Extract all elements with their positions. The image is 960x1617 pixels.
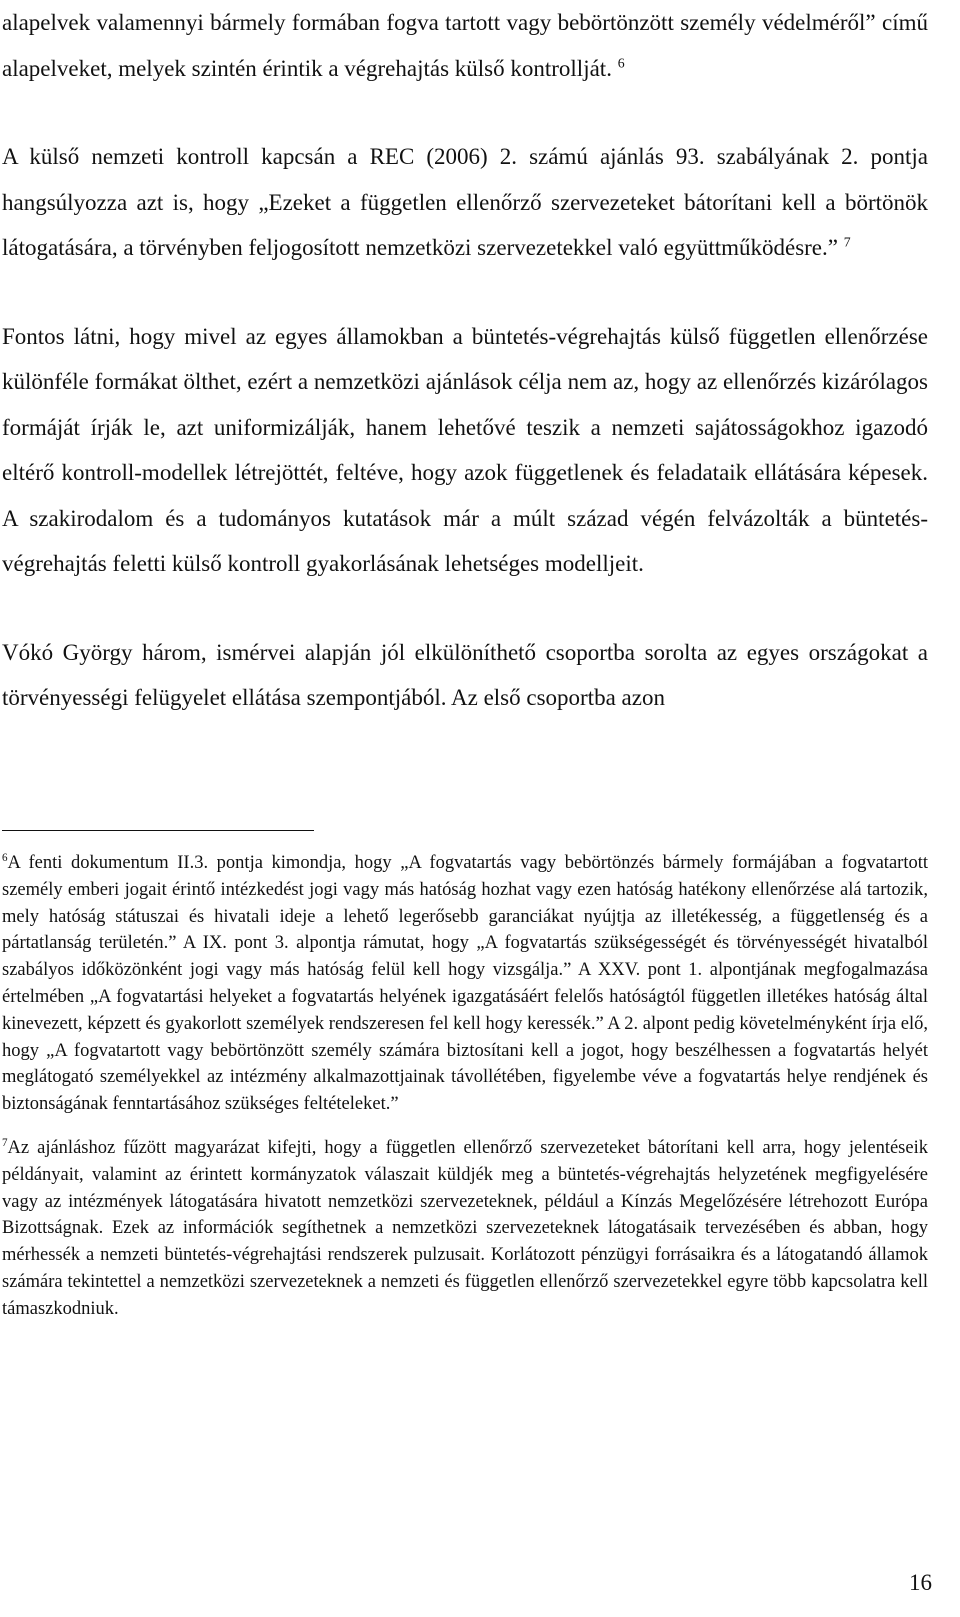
footnote-7-number: 7 xyxy=(2,1136,8,1149)
footnote-separator xyxy=(2,830,314,831)
footnote-6-text: A fenti dokumentum II.3. pontja kimondja, hogy „A fogvatartás vagy bebörtönzés bármely formájában a fogvatartott személy emberi jogait érintő intézkedést jogi vagy más hatóság hozhat vagy ezen hatóság hatékony ellenőrzése alá tartozik, mely hatóság státuszai és hivatali ideje a lehető legerősebb garanciákat nyújtja az illetékesség, a függetlenség és a pártatlanság területén.” A IX. pont 3. alpontja rámutat, hogy „A fogvatartás szükségességét és törvényességét hivatalból szabályos időközönként jogi vagy más hatóság felül kell hogy vizsgálja.” A XXV. pont 1. alpontjának megfogalmazása értelmében „A fogvatartási helyeket a fogvatartás helyének igazgatásáért felelős hatóságtól független illetékes hatóság által kinevezett, képzett és gyakorlott személyek rendszeresen fel kell hogy keressék.” A 2. alpont pedig követelményként írja elő, hogy „A fogvatartott vagy bebörtönzött személy számára biztosítani kell a jogot, hogy beszélhessen a fogvatartás helyét meglátogató személyekkel az intézmény alkalmazottjainak távollétében, figyelembe véve a fogvatartás helye rendjének és biztonságának fenntartásához szükséges feltételeket.” xyxy=(2,853,928,1115)
footnote-ref-7[interactable]: 7 xyxy=(843,234,851,250)
body-text xyxy=(2,0,928,721)
paragraph-4: Vókó György három, ismérvei alapján jól elkülöníthető csoportba sorolta az egyes országokat a törvényességi felügyelet ellátása szempontjából. Az első csoportba azon xyxy=(2,639,928,710)
page-number: 16 xyxy=(909,1570,932,1595)
footnote-6 xyxy=(2,850,928,1118)
paragraph-3: Fontos látni, hogy mivel az egyes államokban a büntetés-végrehajtás külső független ellenőrzése különféle formákat ölthet, ezért a nemzetközi ajánlások célja nem az, hogy az ellenőrzés kizárólagos formáját írják le, azt uniformizálják, hanem lehetővé teszik a nemzeti sajátosságokhoz igazodó eltérő kontroll-modellek létrejöttét, feltéve, hogy azok függetlenek és feladataik ellátására képesek. A szakirodalom és a tudományos kutatások már a múlt század végén felvázolták a büntetés-végrehajtás feletti külső kontroll gyakorlásának lehetséges modelljeit. xyxy=(2,323,928,576)
paragraph-2 xyxy=(2,134,928,271)
footnote-7-text: Az ajánláshoz fűzött magyarázat kifejti, hogy a független ellenőrző szervezeteket bátorítani kell arra, hogy jelentéseik példányait, valamint az érintett kormányzatok válaszait küldjék meg a büntetés-végrehajtás helyzetének megfigyelésére vagy az intézmények látogatására hivatott nemzetközi szervezeteknek, például a Kínzás Megelőzésére létrehozott Európa Bizottságnak. Ezek az információk segíthetnek a nemzetközi szervezeteknek látogatásaik tervezésében és abban, hogy mérhessék a nemzeti büntetés-végrehajtási rendszerek pulzusait. Korlátozott pénzügyi forrásaikra és a látogatandó államok számára tekintettel a nemzetközi szervezeteknek a nemzeti és független ellenőrző szervezetekkel egyre több kapcsolatra kell támaszkodniuk. xyxy=(2,1137,928,1319)
footnote-6-number: 6 xyxy=(2,851,8,864)
footnote-ref-6[interactable]: 6 xyxy=(617,54,625,70)
paragraph-1 xyxy=(2,0,928,91)
paragraph-1-text: alapelvek valamennyi bármely formában fogva tartott vagy bebörtönzött személy védelméről” című alapelveket, melyek szintén érintik a végrehajtás külső kontrollját. xyxy=(2,10,928,81)
paragraph-2-text: A külső nemzeti kontroll kapcsán a REC (2006) 2. számú ajánlás 93. szabályának 2. pontja hangsúlyozza azt is, hogy „Ezeket a független ellenőrző szervezeteket bátorítani kell a börtönök látogatására, a törvényben feljogosított nemzetközi szervezetekkel való együttműködésre.” xyxy=(2,144,928,260)
footnote-7 xyxy=(2,1135,928,1323)
footnotes xyxy=(2,850,928,1323)
